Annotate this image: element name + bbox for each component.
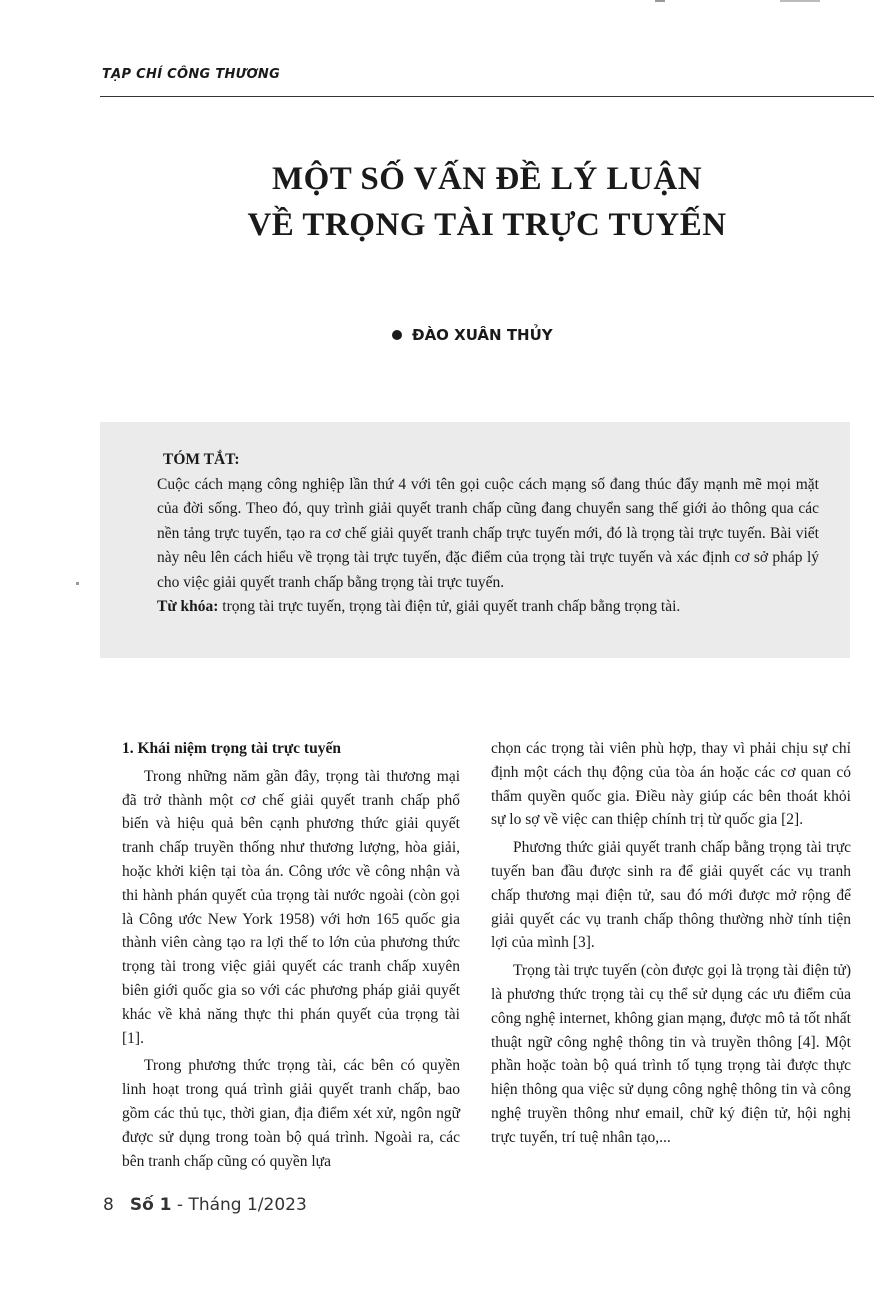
right-column [491,737,851,1154]
keywords-label: Từ khóa: [157,598,219,615]
author-name: ĐÀO XUÂN THỦY [412,326,553,344]
running-header [100,66,874,97]
paragraph: Phương thức giải quyết tranh chấp bằng trọng tài trực tuyến ban đầu được sinh ra để giải quyết các vụ tranh chấp thương mại điện tử, sau đó mới được mở rộng để giải quyết các vụ tranh chấp thông thường nhờ tính tiện lợi của mình [3]. [491,839,851,952]
paragraph: Trọng tài trực tuyến (còn được gọi là trọng tài điện tử) là phương thức trọng tài cụ thể sử dụng các ưu điểm của công nghệ internet, không gian mạng, được mô tả tốt nhất thuật ngữ công nghệ thông tin và truyền thông [4]. Một phần hoặc toàn bộ quá trình tố tụng trọng tài được thực hiện thông qua việc sử dụng công nghệ thông tin và công nghệ truyền thông như email, chữ ký điện tử, hội nghị trực tuyến, trí tuệ nhân tạo,... [491,962,851,1146]
title-line-1: MỘT SỐ VẤN ĐỀ LÝ LUẬN [271,161,703,197]
title-line-2: VỀ TRỌNG TÀI TRỰC TUYẾN [247,207,727,243]
abstract-box [100,422,850,658]
paragraph: Trong phương thức trọng tài, các bên có quyền linh hoạt trong quá trình giải quyết tranh chấp, bao gồm các thủ tục, thời gian, địa điểm xét xử, ngôn ngữ được sử dụng trong toàn bộ quá trình. Ngoài ra, các bên tranh chấp cũng có quyền lựa [122,1057,460,1170]
journal-name: TẠP CHÍ CÔNG THƯƠNG [102,67,281,82]
issue-date: - Tháng 1/2023 [171,1195,307,1215]
abstract-text: Cuộc cách mạng công nghiệp lần thứ 4 với tên gọi cuộc cách mạng số đang thúc đẩy mạnh mẽ mọi mặt của đời sống. Theo đó, quy trình giải quyết tranh chấp cũng đang chuyển sang thế giới ảo thông qua các nền tảng trực tuyến, tạo ra cơ chế giải quyết tranh chấp trực tuyến mới, đó là trọng tài trực tuyến. Bài viết này nêu lên cách hiểu về trọng tài trực tuyến, đặc điểm của trọng tài trực tuyến và xác định cơ sở pháp lý cho việc giải quyết tranh chấp bằng trọng tài trực tuyến. [157,475,819,591]
left-column [122,737,460,1177]
page-number: 8 [103,1195,114,1215]
scan-mark-top [655,0,665,2]
paragraph-continued: chọn các trọng tài viên phù hợp, thay vì phải chịu sự chỉ định một cách thụ động của tòa án hoặc các cơ quan có thẩm quyền quốc gia. Điều này giúp các bên thoát khỏi sự lo sợ về việc can thiệp chính trị từ quốc gia [2]. [491,740,851,829]
scan-mark-top-right [780,0,820,2]
paragraph: Trong những năm gần đây, trọng tài thương mại đã trở thành một cơ chế giải quyết tranh chấp phổ biến và hiệu quả bên cạnh phương thức giải quyết tranh chấp truyền thống như thương lượng, hòa giải, hoặc khởi kiện tại tòa án. Công ước về công nhận và thi hành phán quyết của trọng tài nước ngoài (còn gọi là Công ước New York 1958) với hơn 165 quốc gia thành viên càng tạo ra lợi thế to lớn của phương thức trọng tài trong việc giải quyết các tranh chấp xuyên biên giới quốc gia so với các phương pháp giải quyết khác về khả năng thực thi phán quyết của trọng tài [1]. [122,767,460,1047]
author-byline [392,326,553,344]
keywords-text: trọng tài trực tuyến, trọng tài điện tử, giải quyết tranh chấp bằng trọng tài. [222,598,681,615]
issue-number: Số 1 [129,1195,172,1215]
abstract-content [157,448,819,620]
keywords [157,595,819,620]
article-title [100,156,874,248]
page-footer [103,1195,307,1215]
abstract-label: TÓM TẮT: [163,451,240,468]
section-heading: 1. Khái niệm trọng tài trực tuyến [122,740,341,757]
bullet-icon [392,330,402,340]
scan-mark-left [76,582,79,585]
